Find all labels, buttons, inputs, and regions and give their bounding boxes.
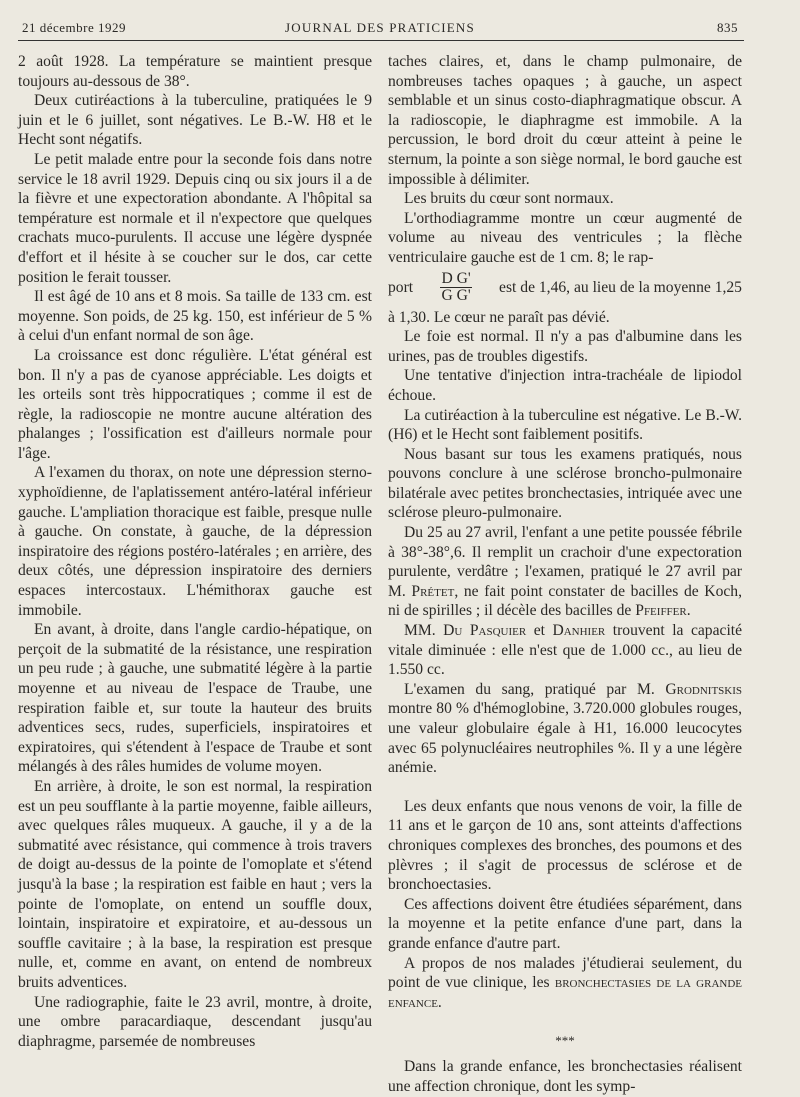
ratio-prefix: port	[388, 278, 414, 296]
paragraph: taches claires, et, dans le champ pulmonaire, de nombreuses taches opaques ; à gauche, un aspect semblable et un sinus costo-diaphragmatique obscur. A la radioscopie, le diaphragme est immobile. A la percussion, le bord droit du cœur atteint à peine le sternum, la pointe a son siège normal, le bord gauche est impossible à délimiter.	[388, 53, 742, 188]
section-heading-inline: bronchectasies de la grande enfance	[388, 974, 742, 1011]
author-name: Prétet	[411, 582, 455, 600]
paragraph: En avant, à droite, dans l'angle cardio-hépatique, on perçoit de la submatité de la résistance, une respiration un peu rude ; à gauche, une submatité légère à la partie moyenne et au niveau de l'espace de Traube, une respiration faible et, sur toute la hauteur des bruits adventices secs, rudes, superficiels, inspiratoires et expiratoires, qui s'étendent à l'espace de Traube et sont mélangés à des râles humides de volume moyen.	[18, 621, 372, 776]
paragraph: Les bruits du cœur sont normaux.	[404, 190, 614, 208]
author-name: Grodnitskis	[665, 680, 743, 698]
left-column	[18, 52, 372, 1070]
section-asterism	[388, 1031, 742, 1057]
paragraph: Dans la grande enfance, les bronchectasies réalisent une affection chronique, dont les symp-	[388, 1058, 742, 1095]
paragraph: Le foie est normal. Il n'y a pas d'albumine dans les urines, pas de troubles digestifs.	[388, 328, 742, 365]
text-run: Du 25 au 27 avril, l'enfant a une petite poussée fébrile à 38°-38°,6. Il remplit un crachoir d'une expectoration purulente, verdâtre ; l'examen, pratiqué le 27 avril par M.	[388, 524, 742, 600]
header-rule	[18, 40, 744, 41]
paragraph: Les deux enfants que nous venons de voir, la fille de 11 ans et le garçon de 10 ans, sont atteints d'affections chroniques complexes des bronches, des poumons et des plèvres ; il s'agit de processus de sclérose et de bronchoectasies.	[388, 797, 742, 894]
text-run: montre 80 % d'hémoglobine, 3.720.000 globules rouges, une valeur globulaire égale à H1, 16.000 leucocytes avec 65 polynucléaires neutrophiles %. Il y a une légère anémie.	[388, 700, 742, 777]
section-gap	[388, 778, 742, 797]
author-name: Du Pasquier	[443, 622, 527, 640]
ratio-suffix: est de 1,46, au lieu de la moyenne 1,25	[499, 278, 742, 296]
text-run: .	[437, 993, 442, 1011]
paragraph: Nous basant sur tous les examens pratiqués, nous pouvons conclure à une sclérose broncho-pulmonaire bilatérale avec petites bronchectasies, intriquée avec une sclérose pleuro-pulmonaire.	[388, 445, 742, 522]
running-header	[22, 14, 738, 42]
text-run: trouvent la capacité vitale diminuée : elle n'est que de 1.000 cc., au lieu de 1.550 cc.	[388, 622, 743, 679]
paragraph: La cutiréaction à la tuberculine est négative. Le B.-W. (H6) et le Hecht sont faiblement positifs.	[388, 406, 742, 444]
paragraph: Le petit malade entre pour la seconde fois dans notre service le 18 avril 1929. Depuis cinq ou six jours il a de la fièvre et une expectoration abondante. A l'hôpital sa température est normale et il n'expectore que quelques crachats muco-purulents. Il accuse une légère dyspnée d'effort et il hésite à se coucher sur le dos, car cette position le ferait tousser.	[18, 150, 372, 286]
paragraph: L'orthodiagramme montre un cœur augmenté de volume au niveau des ventricules ; la flèche ventriculaire gauche est de 1 cm. 8; le rap-	[388, 209, 742, 266]
text-run: L'examen du sang, pratiqué par M.	[404, 680, 655, 698]
text-run: , ne fait point constater de bacilles de Koch, ni de spirilles ; il décèle des bacilles de	[388, 582, 742, 620]
paragraph: Il est âgé de 10 ans et 8 mois. Sa taille de 133 cm. est moyenne. Son poids, de 25 kg. 150, est inférieur de 5 % à celui d'un enfant normal de son âge.	[18, 288, 372, 345]
header-date: 21 décembre 1929	[22, 20, 127, 35]
header-journal-title: JOURNAL DES PRATICIENS	[285, 20, 475, 35]
paragraph: 2 août 1928. La température se maintient presque toujours au-dessous de 38°.	[18, 53, 372, 90]
author-name: Danhier	[552, 622, 606, 640]
ratio-line	[388, 268, 742, 308]
section-gap	[388, 1012, 742, 1031]
fraction-numerator: D G'	[441, 270, 471, 288]
paragraph	[388, 680, 742, 778]
text-run: et	[533, 622, 545, 640]
paragraph: à 1,30. Le cœur ne paraît pas dévié.	[388, 308, 610, 326]
text-run: MM.	[404, 622, 436, 640]
paragraph: Ces affections doivent être étudiées séparément, dans la moyenne et la petite enfance d'une part, dans la grande enfance d'autre part.	[388, 895, 742, 952]
ratio-fraction	[440, 271, 471, 304]
paragraph: Une radiographie, faite le 23 avril, montre, à droite, une ombre paracardiaque, descendant jusqu'au diaphragme, parsemée de nombreuses	[18, 993, 372, 1050]
paragraph: A l'examen du thorax, on note une dépression sterno-xyphoïdienne, de l'aplatissement antéro-latéral inférieur gauche. L'ampliation thoracique est faible, presque nulle à gauche. On constate, à gauche, de la dépression inspiratoire des régions postéro-latérales ; en arrière, des deux côtés, une dépression inspiratoire des derniers espaces intercostaux. L'hémithorax gauche est immobile.	[18, 464, 372, 619]
paragraph: La croissance est donc régulière. L'état général est bon. Il n'y a pas de cyanose appréciable. Les doigts et les orteils sont très hippocratiques ; comme il est de règle, la radioscopie ne montre aucune altération des phalanges ; l'ossification est d'ailleurs normale pour l'âge.	[18, 346, 372, 462]
paragraph	[388, 954, 742, 1013]
paragraph: En arrière, à droite, le son est normal, la respiration est un peu soufflante à la partie moyenne, faible ailleurs, avec quelques râles muqueux. A gauche, il y a de la submatité avec résistance, qui commence à trois travers de doigt au-dessus de la pointe de l'omoplate et s'étend jusqu'à la base ; la respiration est faible en haut ; vers la pointe de l'omoplate, on entend un souffle doux, lointain, inspiratoire et expiratoire, et au-dessous un souffle cavitaire ; à la base, la respiration est presque nulle, et, comme en avant, on entend de nombreux bruits adventices.	[18, 777, 372, 991]
header-page-number: 835	[717, 20, 738, 35]
asterism-glyph: ***	[555, 1033, 575, 1049]
fraction-denominator: G G'	[441, 287, 471, 305]
paragraph: Deux cutiréactions à la tuberculine, pratiquées le 9 juin et le 6 juillet, sont négatives. Le B.-W. H8 et le Hecht sont négatifs.	[18, 92, 372, 149]
author-name: Pfeiffer	[635, 602, 687, 620]
right-column	[388, 52, 743, 1095]
text-run: A propos de nos malades j'étudierai seulement, du point de vue clinique, les	[388, 954, 742, 992]
paragraph	[388, 621, 742, 680]
text-run: .	[686, 602, 691, 620]
paragraph	[388, 523, 742, 621]
paragraph: Une tentative d'injection intra-trachéale de lipiodol échoue.	[388, 367, 742, 404]
